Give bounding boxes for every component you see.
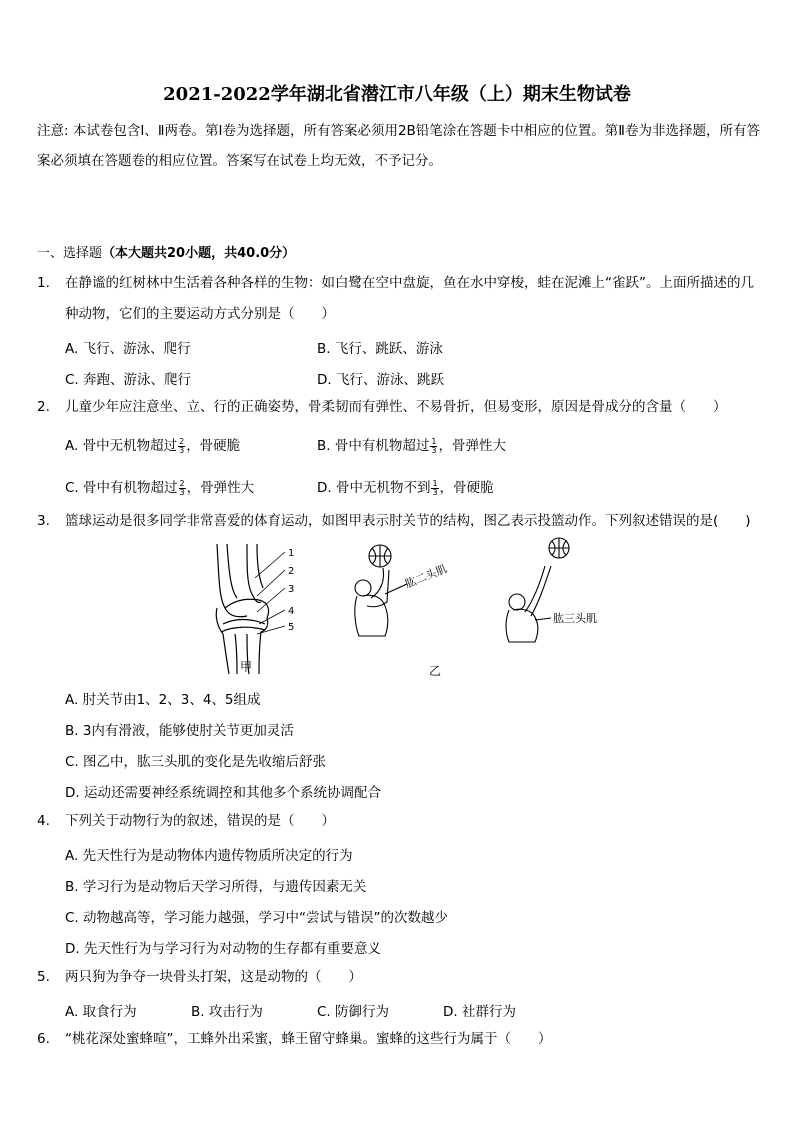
question-number: 5. [37, 969, 50, 985]
option-b-prefix: B. 骨中有机物超过 [317, 438, 430, 454]
option-c: C. 动物越高等，学习能力越强，学习中“尝试与错误”的次数越少 [65, 910, 448, 926]
question-text: 两只狗为争夺一块骨头打架，这是动物的（ ） [65, 969, 362, 985]
denominator: 3 [431, 445, 437, 455]
option-a: A. 飞行、游泳、爬行 [65, 341, 191, 357]
figure-shooting-action [345, 536, 597, 646]
radius-left [223, 634, 229, 674]
numerator: 2 [179, 478, 185, 488]
fraction [179, 480, 186, 497]
question-number: 4. [37, 813, 50, 829]
option-b [317, 434, 506, 455]
figure-label-4: 4 [288, 606, 295, 617]
humerus-inner-right [257, 544, 263, 588]
denominator: 3 [179, 445, 185, 455]
fraction [431, 480, 438, 497]
option-b-suffix: ，骨弹性大 [438, 438, 506, 454]
figure-elbow-joint [207, 538, 307, 678]
head-left [355, 580, 371, 596]
pointer-5 [257, 626, 285, 634]
denominator: 3 [179, 487, 185, 497]
head-right [509, 594, 525, 610]
arm-left [371, 568, 384, 598]
torso-left [355, 595, 388, 636]
forearm-left [367, 570, 389, 607]
option-a: A. 先天性行为是动物体内遗传物质所决定的行为 [65, 848, 353, 864]
option-d: D. 社群行为 [443, 1004, 516, 1020]
question-number: 1. [37, 275, 50, 291]
joint-capsule [223, 620, 265, 625]
fraction [178, 438, 185, 455]
figure-label-5: 5 [288, 622, 295, 633]
option-b: B. 攻击行为 [191, 1004, 263, 1020]
option-d [317, 476, 494, 497]
question-text: 篮球运动是很多同学非常喜爱的体育运动，如图甲表示肘关节的结构，图乙表示投篮动作。下列叙述错误的是( ) [65, 513, 751, 529]
denominator: 3 [432, 487, 438, 497]
option-a: A. 肘关节由1、2、3、4、5组成 [65, 692, 261, 708]
figure-label-1: 1 [288, 548, 295, 559]
humerus-outline-left [217, 544, 247, 617]
option-a: A. 取食行为 [65, 1004, 137, 1020]
option-d-suffix: ，骨硬脆 [439, 480, 494, 496]
option-c-prefix: C. 骨中有机物超过 [65, 480, 178, 496]
numerator: 1 [431, 436, 437, 446]
question-text: 在静谧的红树林中生活着各种各样的生物：如白鹭在空中盘旋，鱼在水中穿梭，蛙在泥滩上“雀跃”。上面所描述的几种动物，它们的主要运动方式分别是（ ） [65, 275, 754, 322]
option-b: B. 学习行为是动物后天学习所得，与遗传因素无关 [65, 879, 367, 895]
torso-right [506, 609, 538, 642]
figure-caption-yi: 乙 [429, 664, 442, 678]
option-a-prefix: A. 骨中无机物超过 [65, 438, 178, 454]
section-heading [37, 242, 295, 261]
option-d: D. 飞行、游泳、跳跃 [317, 372, 444, 388]
question-text: 儿童少年应注意坐、立、行的正确姿势，骨柔韧而有弹性、不易骨折，但易变形，原因是骨成分的含量（ ） [65, 399, 727, 415]
figure-caption-jia: 甲 [240, 660, 253, 674]
capsule-left [216, 608, 223, 634]
figure-label-2: 2 [288, 566, 295, 577]
option-a-suffix: ，骨硬脆 [186, 438, 241, 454]
section-info: （本大题共20小题，共40.0分） [102, 246, 296, 261]
arm-right [525, 566, 545, 612]
forearm-right [531, 566, 551, 616]
numerator: 2 [179, 436, 185, 446]
fraction [430, 438, 437, 455]
numerator: 1 [432, 478, 438, 488]
section-label: 一、选择题 [37, 246, 103, 261]
question-number: 2. [37, 399, 50, 415]
joint-socket [221, 627, 265, 632]
option-d: D. 先天性行为与学习行为对动物的生存都有重要意义 [65, 941, 381, 957]
question-number: 6. [37, 1031, 50, 1047]
exam-title: 2021-2022学年湖北省潜江市八年级（上）期末生物试卷 [163, 84, 631, 105]
option-d: D. 运动还需要神经系统调控和其他多个系统协调配合 [65, 785, 381, 801]
question-number: 3. [37, 513, 50, 529]
option-b: B. 3内有滑液，能够使肘关节更加灵活 [65, 723, 294, 739]
question-text: 下列关于动物行为的叙述，错误的是（ ） [65, 813, 335, 829]
pointer-triceps [535, 618, 551, 620]
radius-right [235, 634, 237, 674]
pointer-4 [259, 610, 285, 624]
option-c-suffix: ，骨弹性大 [186, 480, 255, 496]
humerus-inner-left [227, 544, 237, 598]
ulna-right [259, 632, 261, 674]
label-triceps: 肱三头肌 [553, 612, 597, 625]
option-c [65, 476, 254, 497]
option-d-prefix: D. 骨中无机物不到 [317, 480, 431, 496]
option-c: C. 图乙中，肱三头肌的变化是先收缩后舒张 [65, 754, 327, 770]
option-c: C. 防御行为 [317, 1004, 390, 1020]
figure-label-3: 3 [288, 584, 295, 595]
option-a [65, 434, 240, 455]
option-c: C. 奔跑、游泳、爬行 [65, 372, 192, 388]
exam-notice: 注意: 本试卷包含Ⅰ、Ⅱ两卷。第Ⅰ卷为选择题，所有答案必须用2B铅笔涂在答题卡中相应的位置。第Ⅱ卷为非选择题，所有答案必须填在答题卷的相应位置。答案写在试卷上均无效，不予记分。 [37, 123, 760, 169]
label-biceps: 肱二头肌 [403, 562, 449, 591]
option-b: B. 飞行、跳跃、游泳 [317, 341, 443, 357]
question-text: “桃花深处蜜蜂喧”，工蜂外出采蜜，蜂王留守蜂巢。蜜蜂的这些行为属于（ ） [65, 1031, 552, 1047]
